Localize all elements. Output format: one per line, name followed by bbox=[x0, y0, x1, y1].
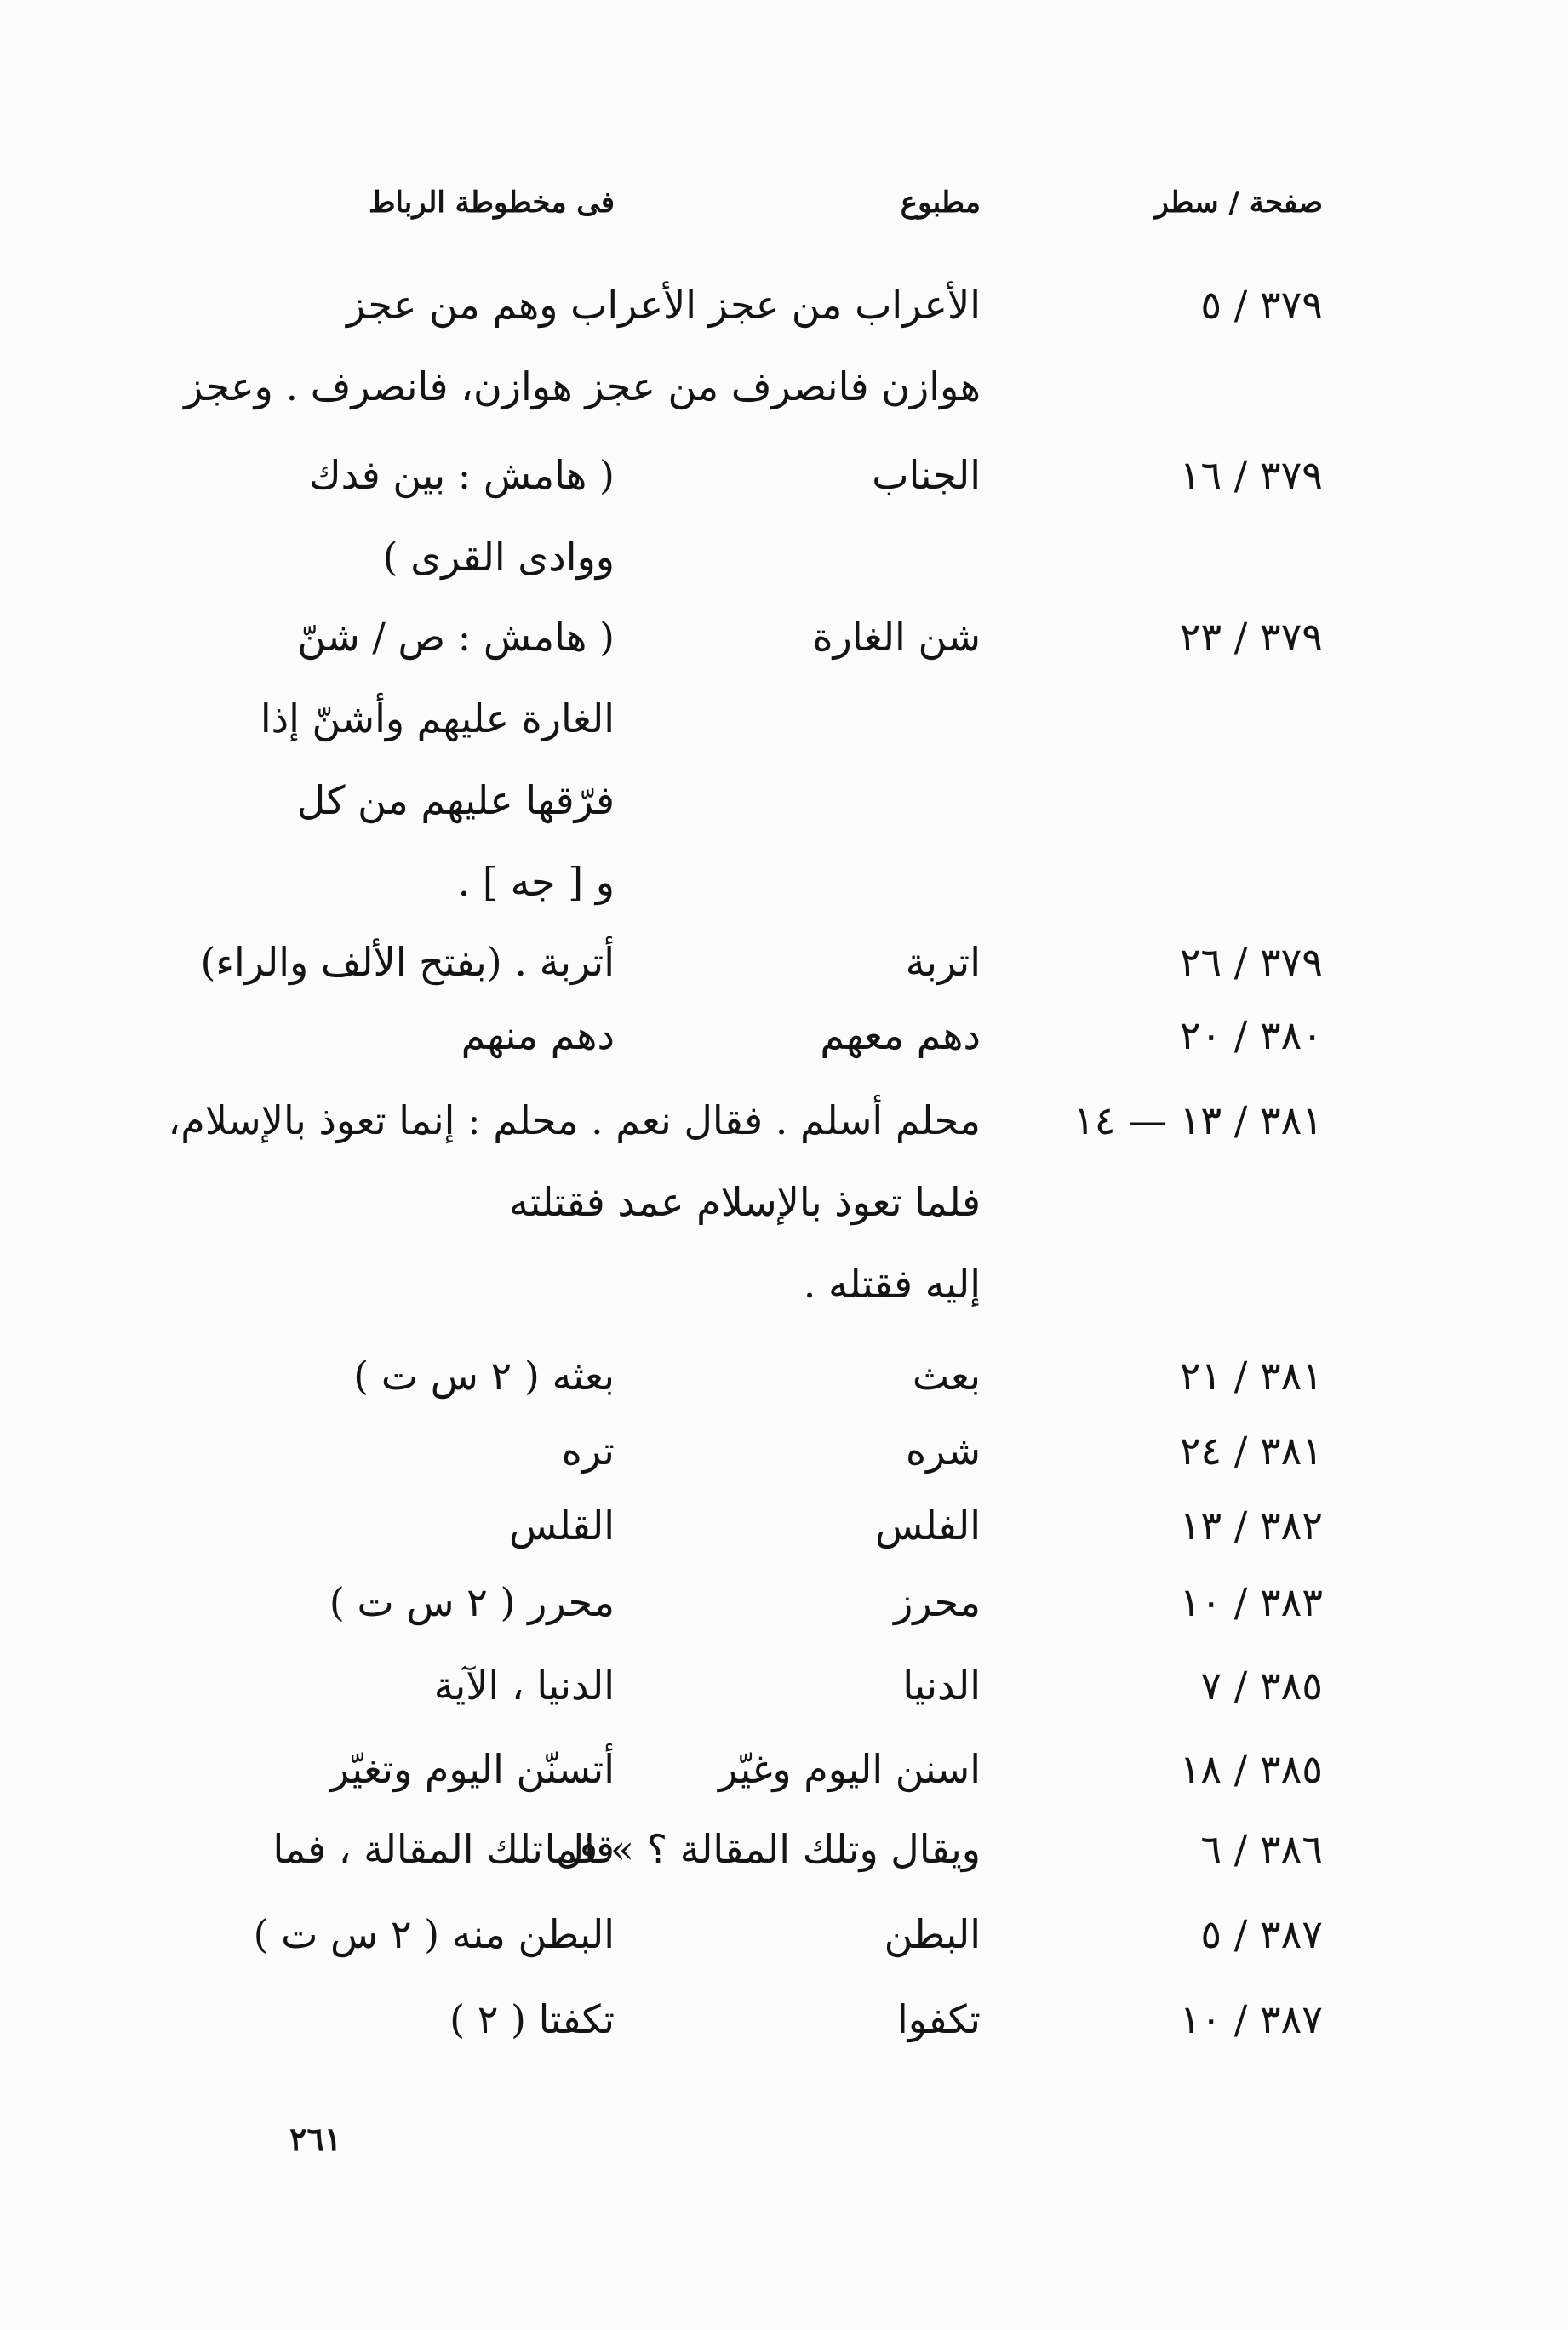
printed-line: فلما تعوذ بالإسلام عمد فقتلته bbox=[508, 1179, 981, 1225]
row-manuscript bbox=[240, 1728, 615, 1810]
row-location: ٣٨١ / ٢١ bbox=[1179, 1353, 1323, 1399]
manuscript-line: محرر ( ٢ س ت ) bbox=[329, 1579, 615, 1625]
page-number: ٢٦١ bbox=[289, 2120, 342, 2158]
printed-line: تكفوا bbox=[896, 1996, 981, 2042]
row-location: ٣٨٢ / ١٣ bbox=[1179, 1503, 1323, 1549]
printed-line: محرز bbox=[894, 1579, 981, 1625]
row-location: ٣٧٩ / ٢٦ bbox=[1179, 939, 1323, 985]
manuscript-line: تره bbox=[561, 1428, 615, 1474]
manuscript-line: قال تلك المقالة ، فما bbox=[272, 1826, 615, 1872]
row-manuscript bbox=[240, 1485, 615, 1566]
printed-line: شره bbox=[905, 1428, 981, 1474]
manuscript-line: البطن منه ( ٢ س ت ) bbox=[253, 1911, 615, 1957]
row-location: ٣٧٩ / ٢٣ bbox=[1179, 614, 1323, 660]
header-printed: مطبوع bbox=[900, 186, 981, 220]
row-manuscript bbox=[240, 434, 615, 598]
row-manuscript bbox=[240, 1978, 615, 2060]
row-location: ٣٨٣ / ١٠ bbox=[1179, 1579, 1323, 1625]
row-location: ٣٨١ / ١٣ — ١٤ bbox=[1073, 1097, 1323, 1143]
printed-line: اتربة bbox=[905, 939, 981, 985]
row-location: ٣٨٥ / ٧ bbox=[1200, 1663, 1323, 1709]
manuscript-line: الغارة عليهم وأشنّ إذا bbox=[260, 696, 615, 741]
printed-line: بعث bbox=[912, 1353, 981, 1399]
printed-line: الجناب bbox=[872, 452, 981, 498]
row-manuscript bbox=[240, 1893, 615, 1975]
row-manuscript bbox=[240, 1645, 615, 1726]
printed-line: شن الغارة bbox=[812, 614, 981, 660]
row-location: ٣٨٧ / ٥ bbox=[1200, 1911, 1323, 1957]
row-manuscript bbox=[240, 1335, 615, 1417]
row-location: ٣٧٩ / ٥ bbox=[1200, 282, 1323, 328]
row-location: ٣٨٠ / ٢٠ bbox=[1179, 1012, 1323, 1058]
header-manuscript: فى مخطوطة الرباط bbox=[369, 186, 615, 220]
row-printed bbox=[184, 264, 981, 427]
row-manuscript bbox=[240, 1410, 615, 1491]
row-manuscript bbox=[240, 994, 615, 1076]
manuscript-line: و [ جه ] . bbox=[457, 859, 615, 905]
printed-line: ويقال وتلك المقالة ؟ » فما bbox=[544, 1826, 981, 1872]
manuscript-line: ( هامش : ص / شنّ bbox=[297, 614, 615, 660]
row-location: ٣٨١ / ٢٤ bbox=[1179, 1428, 1323, 1474]
manuscript-line: بعثه ( ٢ س ت ) bbox=[353, 1353, 615, 1399]
row-printed bbox=[168, 1079, 981, 1325]
row-location: ٣٨٦ / ٦ bbox=[1200, 1826, 1323, 1872]
manuscript-line: تكفتا ( ٢ ) bbox=[449, 1996, 615, 2042]
manuscript-line: ( هامش : بين فدك bbox=[308, 452, 615, 498]
manuscript-line: الدنيا ، الآية bbox=[433, 1663, 615, 1709]
printed-line: إليه فقتله . bbox=[803, 1261, 981, 1307]
row-manuscript bbox=[200, 921, 615, 1003]
manuscript-line: ووادى القرى ) bbox=[382, 534, 615, 580]
manuscript-line: أتربة . (بفتح الألف والراء) bbox=[200, 939, 615, 985]
printed-line: دهم معهم bbox=[820, 1012, 981, 1058]
manuscript-line: فرّقها عليهم من كل bbox=[296, 777, 615, 823]
printed-line: الدنيا bbox=[902, 1663, 981, 1709]
printed-line: محلم أسلم . فقال نعم . محلم : إنما تعوذ بالإسلام، bbox=[168, 1097, 981, 1143]
printed-line: اسنن اليوم وغيّر bbox=[718, 1746, 981, 1792]
row-location: ٣٨٧ / ١٠ bbox=[1179, 1996, 1323, 2042]
manuscript-line: أتسنّن اليوم وتغيّر bbox=[329, 1746, 615, 1792]
printed-line: هوازن فانصرف من عجز هوازن، فانصرف . وعجز bbox=[184, 364, 981, 409]
row-location: ٣٧٩ / ١٦ bbox=[1179, 452, 1323, 498]
printed-line: الأعراب من عجز الأعراب وهم من عجز bbox=[346, 282, 981, 328]
manuscript-line: القلس bbox=[509, 1503, 615, 1549]
printed-line: الفلس bbox=[875, 1503, 981, 1549]
row-manuscript bbox=[240, 1561, 615, 1643]
printed-line: البطن bbox=[884, 1911, 981, 1957]
row-manuscript bbox=[240, 596, 615, 923]
row-manuscript bbox=[240, 1808, 615, 1890]
manuscript-line: دهم منهم bbox=[461, 1012, 615, 1058]
row-location: ٣٨٥ / ١٨ bbox=[1179, 1746, 1323, 1792]
header-location: صفحة / سطر bbox=[1154, 186, 1323, 220]
